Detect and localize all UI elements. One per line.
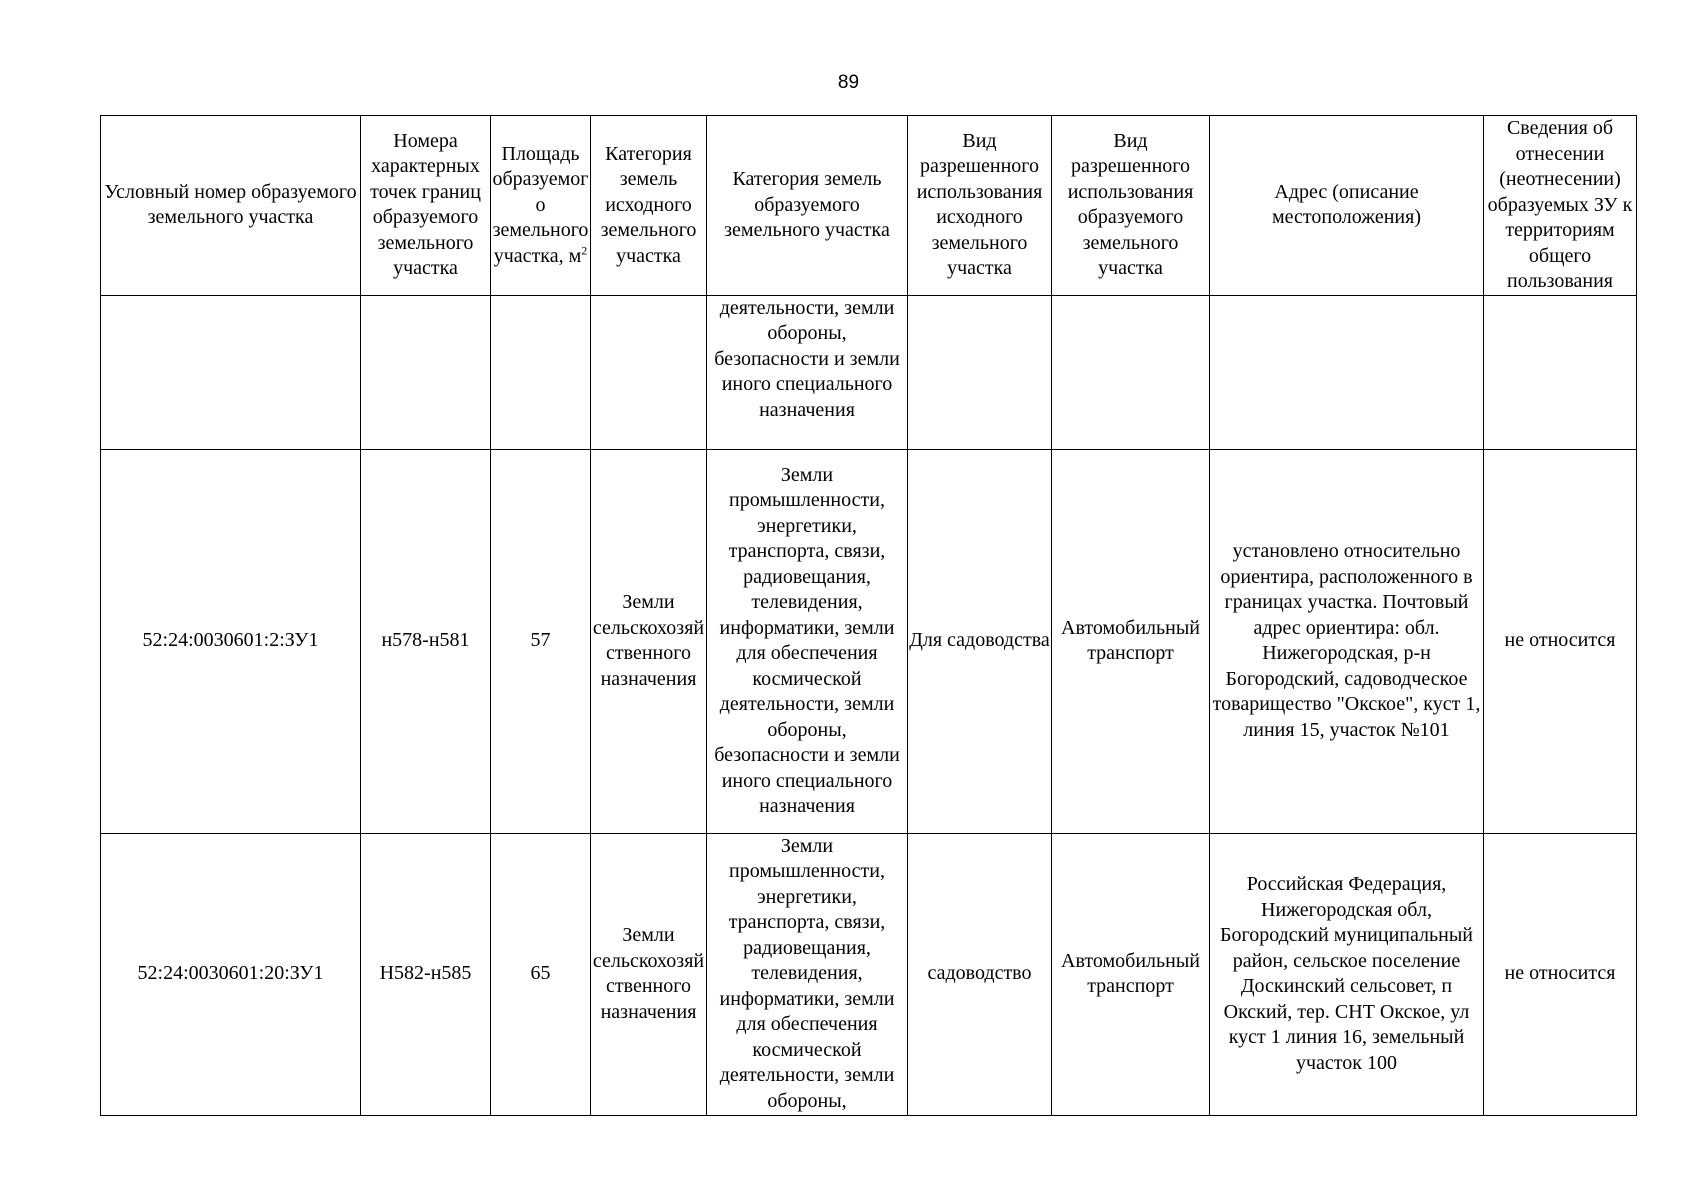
cell-public-territory: не относится xyxy=(1484,833,1637,1115)
cell-new-category: Земли промышленности, энергетики, транспорта, связи, радиовещания, телевидения, информатики, земли для обеспечения космической деятельности, земли обороны, xyxy=(707,833,908,1115)
header-area-unit-exponent: 2 xyxy=(581,242,588,257)
cell-area: 57 xyxy=(491,449,591,833)
cell-area: 65 xyxy=(491,833,591,1115)
table-row xyxy=(101,449,1637,833)
cell-source-category: Земли сельскохозяйственного назначения xyxy=(591,833,707,1115)
cell-empty xyxy=(361,295,491,449)
cell-source-use: садоводство xyxy=(908,833,1052,1115)
table-row-continuation xyxy=(101,295,1637,449)
table-row xyxy=(101,833,1637,1115)
land-plots-table xyxy=(100,115,1637,1116)
cell-empty xyxy=(1484,295,1637,449)
cell-new-use: Автомобильный транспорт xyxy=(1052,833,1210,1115)
header-new-category: Категория земель образуемого земельного участка xyxy=(707,116,908,296)
cell-new-category: деятельности, земли обороны, безопасности и земли иного специального назначения xyxy=(707,295,908,449)
cell-empty xyxy=(1210,295,1484,449)
table-body xyxy=(101,295,1637,1115)
header-plot-number: Условный номер образуемого земельного участка xyxy=(101,116,361,296)
header-new-use: Вид разрешенного использования образуемого земельного участка xyxy=(1052,116,1210,296)
header-source-category: Категория земель исходного земельного участка xyxy=(591,116,707,296)
cell-source-use: Для садоводства xyxy=(908,449,1052,833)
cell-new-category: Земли промышленности, энергетики, транспорта, связи, радиовещания, телевидения, информатики, земли для обеспечения космической деятельности, земли обороны, безопасности и земли иного специального назначения xyxy=(707,449,908,833)
cell-boundary-points: н578-н581 xyxy=(361,449,491,833)
header-public-territory: Сведения об отнесении (неотнесении) образуемых ЗУ к территориям общего пользования xyxy=(1484,116,1637,296)
header-area-label: Площадь образуемого земельного участка, м xyxy=(492,142,589,267)
cell-plot-number: 52:24:0030601:2:ЗУ1 xyxy=(101,449,361,833)
cell-empty xyxy=(1052,295,1210,449)
header-source-use: Вид разрешенного использования исходного земельного участка xyxy=(908,116,1052,296)
cell-boundary-points: Н582-н585 xyxy=(361,833,491,1115)
table-header xyxy=(101,116,1637,296)
header-row xyxy=(101,116,1637,296)
page-number: 89 xyxy=(837,72,860,93)
cell-public-territory: не относится xyxy=(1484,449,1637,833)
cell-empty xyxy=(908,295,1052,449)
header-boundary-points: Номера характерных точек границ образуемого земельного участка xyxy=(361,116,491,296)
cell-address: Российская Федерация, Нижегородская обл, Богородский муниципальный район, сельское поселение Доскинский сельсовет, п Окский, тер. СНТ Окское, ул куст 1 линия 16, земельный участок 100 xyxy=(1210,833,1484,1115)
header-address: Адрес (описание местоположения) xyxy=(1210,116,1484,296)
cell-source-category: Земли сельскохозяйственного назначения xyxy=(591,449,707,833)
cell-empty xyxy=(591,295,707,449)
cell-empty xyxy=(491,295,591,449)
cell-new-use: Автомобильный транспорт xyxy=(1052,449,1210,833)
cell-empty xyxy=(101,295,361,449)
header-area xyxy=(491,116,591,296)
cell-address: установлено относительно ориентира, расположенного в границах участка. Почтовый адрес ориентира: обл. Нижегородская, р-н Богородский, садоводческое товарищество "Окское", куст 1, линия 15, участок №101 xyxy=(1210,449,1484,833)
cell-plot-number: 52:24:0030601:20:ЗУ1 xyxy=(101,833,361,1115)
